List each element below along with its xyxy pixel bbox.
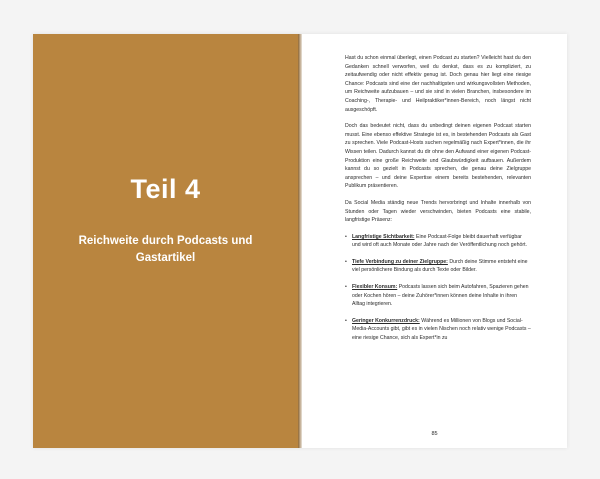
book-spread	[33, 34, 567, 448]
part-title: Teil 4	[130, 174, 201, 204]
list-item	[345, 233, 531, 250]
bullet-text: Während es Millionen von Blogs und Social-Media-Accounts gibt, gibt es in vielen Nischen noch relativ wenige Podcasts – eine riesige Chance, sich als Expert*in zu	[352, 317, 531, 342]
text-page	[302, 34, 567, 448]
body-text	[345, 54, 531, 351]
paragraph: Doch das bedeutet nicht, dass du unbedingt deinen eigenen Podcast starten musst. Eine ebenso effektive Strategie ist es, in bestehenden Podcasts als Gast zu sprechen. Viele Podcast-Hosts suchen regelmäßig nach Expert*innen, die ihr Wissen teilen. Dadurch kannst du dir ohne den Aufwand einer eigenen Podcast-Produktion eine große Reichweite und Glaubwürdigkeit aufbauen. Außerdem kannst du so gezielt in Podcasts sprechen, die genau deine Zielgruppe ansprechen – und deine Expertise einem bereits bestehenden, relevanten Publikum präsentieren.	[345, 123, 531, 190]
bullet-text: Eine Podcast-Folge bleibt dauerhaft verfügbar und wird oft auch Monate oder Jahre nach der Veröffentlichung noch gehört.	[352, 233, 527, 249]
chapter-title-page	[33, 34, 298, 448]
benefit-list	[345, 233, 531, 343]
bullet-label: Geringer Konkurrenzdruck:	[352, 317, 420, 324]
bullet-label: Tiefe Verbindung zu deiner Zielgruppe:	[352, 258, 448, 265]
bullet-label: Langfristige Sichtbarkeit:	[352, 233, 415, 240]
bullet-label: Flexibler Konsum:	[352, 284, 398, 291]
list-item	[345, 283, 531, 309]
paragraph: Da Social Media ständig neue Trends hervorbringt und Inhalte innerhalb von Stunden oder Tagen wieder verschwinden, bieten Podcasts eine stabile, langfristige Präsenz:	[345, 199, 531, 224]
bullet-text: Durch deine Stimme entsteht eine viel persönlichere Bindung als durch Texte oder Bilder.	[352, 258, 528, 274]
bullet-text: Podcasts lassen sich beim Autofahren, Spazieren gehen oder Kochen hören – deine Zuhörer*innen können deine Inhalte in ihren Alltag integrieren.	[352, 284, 529, 308]
paragraph: Hast du schon einmal überlegt, einen Podcast zu starten? Vielleicht hast du den Gedanken schnell verworfen, weil du denkst, dass es zu kompliziert, zu zeitaufwendig oder nicht effektiv genug ist. Doch genau hier liegt eine riesige Chance: Podcasts sind eine der nachhaltigsten und wirkungsvollsten Methoden, um Reichweite aufzubauen – und sie sind in vielen Branchen, insbesondere im Coaching-, Therapie- und Heilpraktiker*innen-Bereich, noch längst nicht ausgeschöpft.	[345, 55, 531, 113]
list-item	[345, 258, 531, 275]
page-number: 85	[431, 431, 438, 437]
part-subtitle: Reichweite durch Podcasts und Gastartikel	[78, 235, 253, 264]
list-item	[345, 317, 531, 343]
